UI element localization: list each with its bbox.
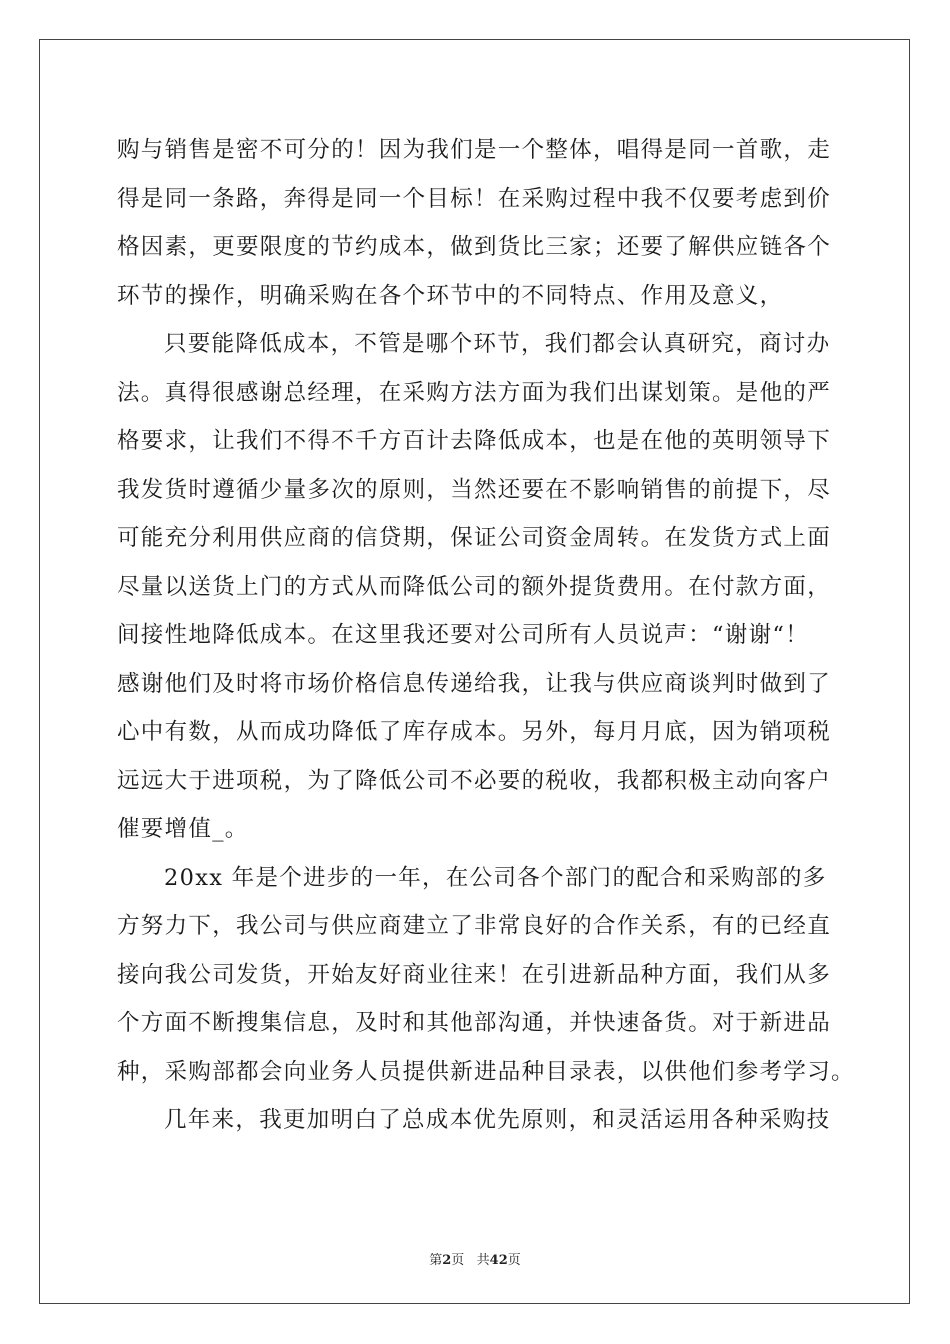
text-line: 感谢他们及时将市场价格信息传递给我，让我与供应商谈判时做到了 <box>117 670 832 697</box>
text-line: 只要能降低成本，不管是哪个环节，我们都会认真研究，商讨办 <box>164 331 831 357</box>
text-line: 接向我公司发货，开始友好商业往来！在引进新品种方面，我们从多 <box>117 961 832 988</box>
text-line: 个方面不断搜集信息，及时和其他部沟通，并快速备货。对于新进品 <box>117 1010 832 1036</box>
text-line: 催要增值_。 <box>117 816 249 842</box>
text-line: 远远大于进项税，为了降低公司不必要的税收，我都积极主动向客户 <box>117 767 832 794</box>
text-line: 格要求，让我们不得不千方百计去降低成本，也是在他的英明领导下 <box>117 428 832 454</box>
current-page-number: 2 <box>442 1253 452 1268</box>
footer-suffix: 页 <box>507 1253 521 1268</box>
text-line: 种，采购部都会向业务人员提供新进品种目录表，以供他们参考学习。 <box>117 1058 855 1085</box>
document-body <box>117 126 855 1145</box>
text-line: 格因素，更要限度的节约成本，做到货比三家；还要了解供应链各个 <box>117 234 832 260</box>
text-line: 几年来，我更加明白了总成本优先原则，和灵活运用各种采购技 <box>164 1107 831 1133</box>
text-line: 间接性地降低成本。在这里我还要对公司所有人员说声：“谢谢“！ <box>117 622 810 648</box>
text-line: 环节的操作，明确采购在各个环节中的不同特点、作用及意义， <box>117 282 784 309</box>
text-line: 我发货时遵循少量多次的原则，当然还要在不影响销售的前提下，尽 <box>117 476 832 503</box>
text-line: 20xx 年是个进步的一年，在公司各个部门的配合和采购部的多 <box>164 864 827 891</box>
text-line: 方努力下，我公司与供应商建立了非常良好的合作关系，有的已经直 <box>117 913 832 939</box>
text-line: 心中有数，从而成功降低了库存成本。另外，每月月底，因为销项税 <box>117 719 832 745</box>
total-page-count: 42 <box>489 1253 508 1268</box>
text-line: 法。真得很感谢总经理，在采购方法方面为我们出谋划策。是他的严 <box>117 379 832 406</box>
text-line: 可能充分利用供应商的信贷期，保证公司资金周转。在发货方式上面 <box>117 525 832 551</box>
text-line: 购与销售是密不可分的！因为我们是一个整体，唱得是同一首歌，走 <box>117 137 832 163</box>
footer-middle: 页 共 <box>451 1253 490 1268</box>
text-line: 尽量以送货上门的方式从而降低公司的额外提货费用。在付款方面， <box>117 573 832 600</box>
text-line: 得是同一条路，奔得是同一个目标！在采购过程中我不仅要考虑到价 <box>117 185 832 212</box>
footer-prefix: 第 <box>429 1253 443 1268</box>
page-footer <box>0 1249 950 1268</box>
